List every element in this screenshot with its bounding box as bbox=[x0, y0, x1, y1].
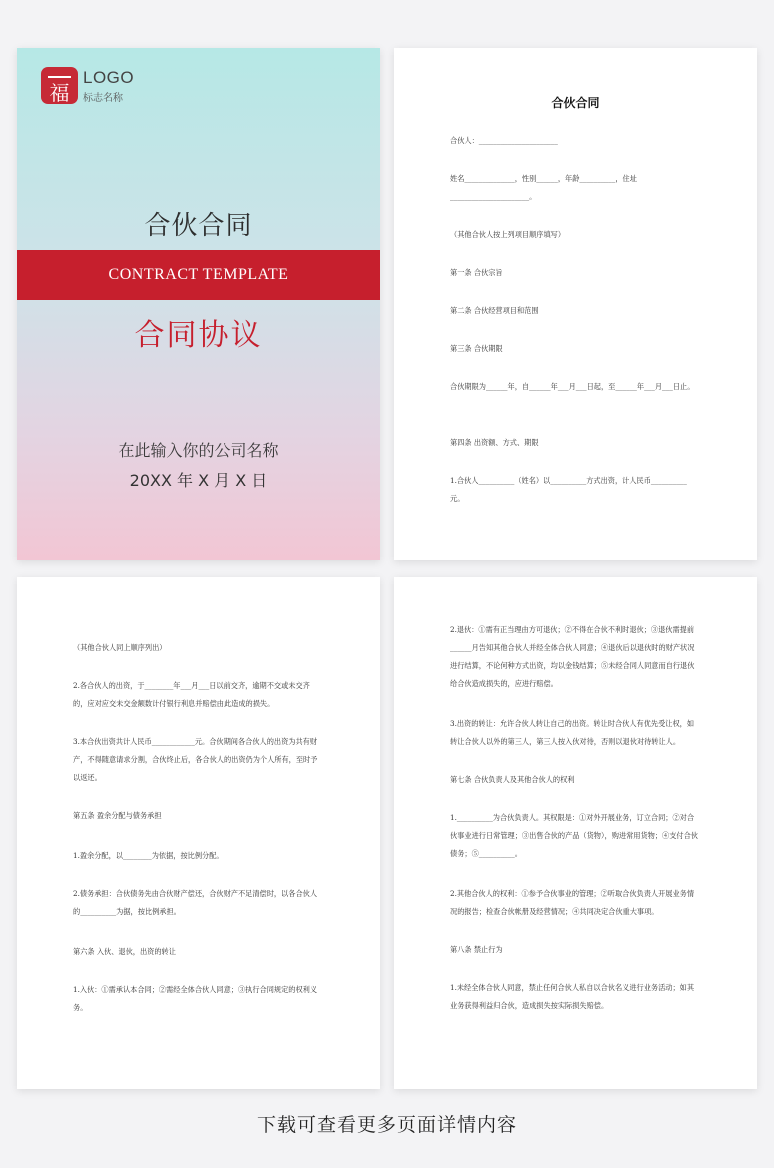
cover-date: 20XX 年 X 月 X 日 bbox=[129, 471, 268, 490]
paragraph: 合伙期限为______年，自______年___月___日起，至______年___月___日止。 bbox=[450, 382, 695, 391]
paragraph: 1.__________为合伙负责人。其权限是：①对外开展业务，订立合同；②对合伙事业进行日常管理；③出售合伙的产品（货物），购进常用货物；④支付合伙债务；⑤__________。 bbox=[450, 813, 698, 858]
logo-subtitle: 标志名称 bbox=[83, 93, 123, 104]
paragraph: （其他合伙人按上列项目顺序填写） bbox=[450, 230, 566, 239]
document-page-2 bbox=[17, 577, 380, 1089]
paragraph: 1.未经全体合伙人同意，禁止任何合伙人私自以合伙名义进行业务活动；如其业务获得利益归合伙，造成损失按实际损失赔偿。 bbox=[450, 983, 695, 1010]
paragraph: 1.盈余分配，以________为依据，按比例分配。 bbox=[73, 851, 224, 860]
paragraph: 1.入伙：①需承认本合同；②需经全体合伙人同意；③执行合同规定的权利义务。 bbox=[73, 985, 318, 1012]
logo-char: 福 bbox=[49, 81, 70, 105]
logo-text: LOGO bbox=[83, 68, 135, 87]
cover-band-text: CONTRACT TEMPLATE bbox=[108, 266, 289, 283]
cover-title: 合伙合同 bbox=[144, 211, 253, 241]
paragraph: 3.本合伙出资共计人民币____________元。合伙期间各合伙人的出资为共有财产，不得随意请求分割，合伙终止后，各合伙人的出资仍为个人所有，至时予以返还。 bbox=[73, 737, 318, 782]
section-heading: 第八条 禁止行为 bbox=[450, 945, 503, 954]
paragraph: 2.其他合伙人的权利：①参予合伙事业的管理；②听取合伙负责人开展业务情况的报告；检查合伙帐册及经营情况；④共同决定合伙重大事项。 bbox=[450, 889, 695, 916]
section-heading: 第七条 合伙负责人及其他合伙人的权利 bbox=[450, 775, 575, 784]
document-title: 合伙合同 bbox=[551, 96, 600, 110]
section-heading: 第一条 合伙宗旨 bbox=[450, 268, 503, 277]
section-heading: 第三条 合伙期限 bbox=[450, 344, 503, 353]
download-hint: 下载可查看更多页面详情内容 bbox=[256, 1114, 517, 1136]
paragraph: 2.各合伙人的出资，于________年___月___日以前交齐，逾期不交或未交齐的，应对应交未交金额数计付银行利息并赔偿由此造成的损失。 bbox=[73, 681, 310, 708]
paragraph: 合伙人：______________________ bbox=[450, 136, 558, 145]
paragraph: 3.出资的转让：允许合伙人转让自己的出资。转让时合伙人有优先受让权，如转让合伙人以外的第三人，第三人按入伙对待，否则以退伙对待转让人。 bbox=[450, 719, 695, 746]
document-page-3 bbox=[394, 577, 757, 1089]
paragraph: 姓名______________，性别______，年龄__________，住址______________________。 bbox=[450, 174, 637, 201]
cover-page bbox=[17, 48, 380, 560]
cover-band bbox=[17, 250, 380, 300]
paragraph: 2.债务承担：合伙债务先由合伙财产偿还，合伙财产不足清偿时，以各合伙人的__________为据，按比例承担。 bbox=[73, 889, 318, 916]
section-heading: 第六条 入伙、退伙，出资的转让 bbox=[73, 947, 176, 956]
cover-company-name: 在此输入你的公司名称 bbox=[118, 441, 279, 460]
paragraph: （其他合伙人同上顺序列出） bbox=[73, 643, 167, 652]
document-page-1 bbox=[394, 48, 757, 560]
paragraph: 1.合伙人__________（姓名）以__________方式出资，计人民币__________元。 bbox=[450, 476, 687, 503]
logo-icon bbox=[41, 67, 78, 104]
cover-subtitle: 合同协议 bbox=[134, 318, 263, 353]
section-heading: 第五条 盈余分配与债务承担 bbox=[73, 811, 162, 820]
section-heading: 第二条 合伙经营项目和范围 bbox=[450, 306, 539, 315]
section-heading: 第四条 出资额、方式、期限 bbox=[450, 438, 539, 447]
paragraph: 2.退伙：①需有正当理由方可退伙；②不得在合伙不利时退伙；③退伙需提前______月告知其他合伙人并经全体合伙人同意；④退伙后以退伙时的财产状况进行结算，不论何种方式出资，均以金钱结算；⑤未经合同人同意而自行退伙给合伙造成损失的，应进行赔偿。 bbox=[450, 625, 695, 688]
